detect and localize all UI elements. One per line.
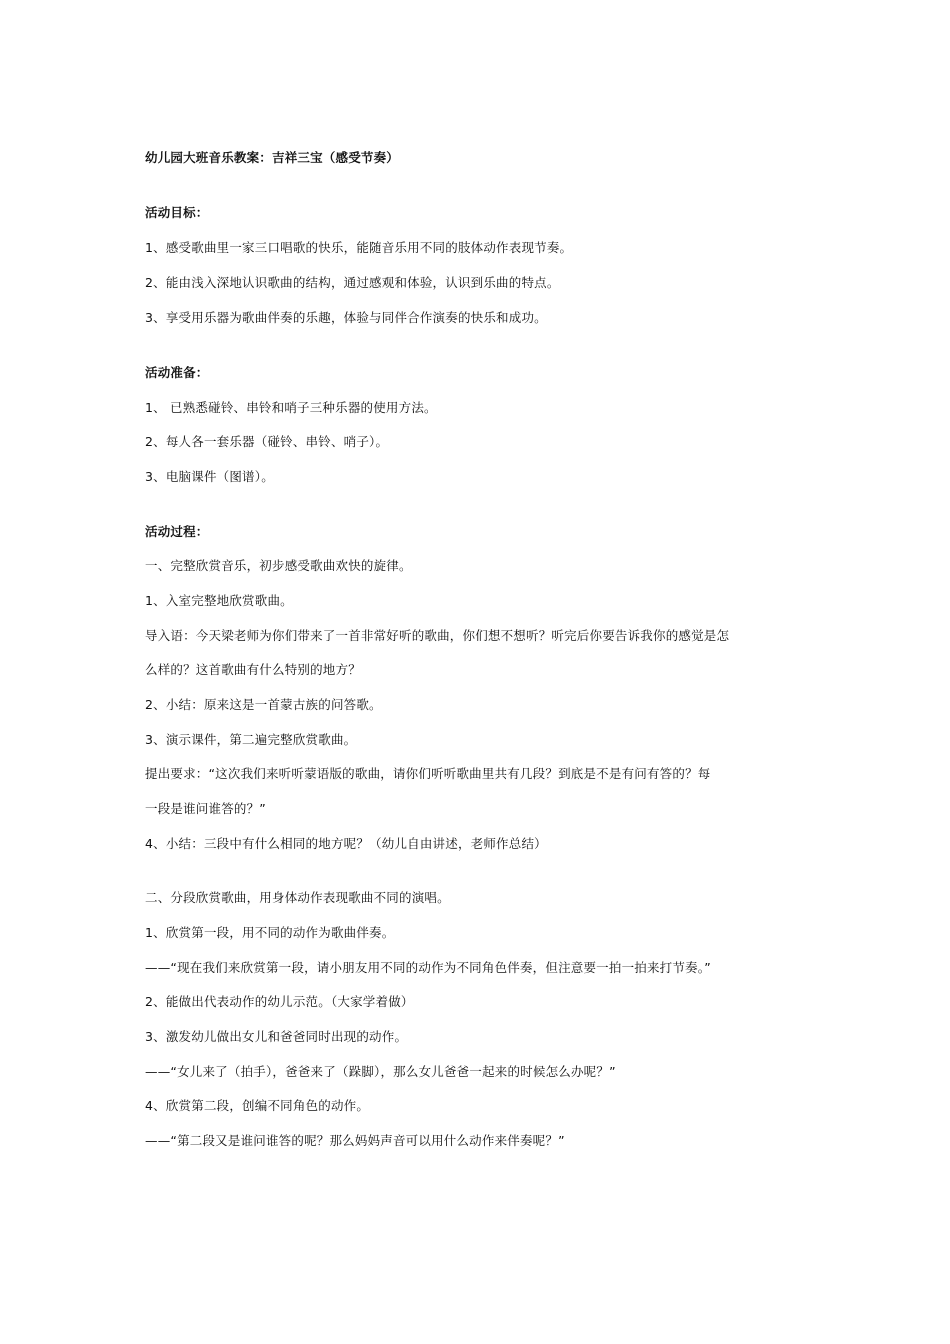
process-heading: 活动过程： — [145, 524, 209, 539]
goal-item: 1、感受歌曲里一家三口唱歌的快乐，能随音乐用不同的肢体动作表现节奏。 — [145, 240, 573, 255]
process-line: ——“第二段又是谁问谁答的呢？那么妈妈声音可以用什么动作来伴奏呢？” — [145, 1133, 565, 1148]
process-line: 一、完整欣赏音乐，初步感受歌曲欢快的旋律。 — [145, 558, 412, 573]
process-line: 一段是谁问谁答的？” — [145, 801, 266, 816]
process-line: 3、激发幼儿做出女儿和爸爸同时出现的动作。 — [145, 1029, 408, 1044]
process-line: 3、演示课件，第二遍完整欣赏歌曲。 — [145, 732, 357, 747]
process-line: 4、小结：三段中有什么相同的地方呢？（幼儿自由讲述，老师作总结） — [145, 836, 547, 851]
goal-item: 2、能由浅入深地认识歌曲的结构，通过感观和体验，认识到乐曲的特点。 — [145, 275, 560, 290]
process-line: 么样的？这首歌曲有什么特别的地方？ — [145, 662, 361, 677]
preparation-item: 1、 已熟悉碰铃、串铃和哨子三种乐器的使用方法。 — [145, 400, 437, 415]
process-line: 二、分段欣赏歌曲，用身体动作表现歌曲不同的演唱。 — [145, 890, 450, 905]
goal-item: 3、享受用乐器为歌曲伴奏的乐趣，体验与同伴合作演奏的快乐和成功。 — [145, 310, 547, 325]
process-line: 1、欣赏第一段，用不同的动作为歌曲伴奏。 — [145, 925, 395, 940]
preparation-item: 2、每人各一套乐器（碰铃、串铃、哨子）。 — [145, 434, 389, 449]
process-line: 提出要求：“这次我们来听听蒙语版的歌曲，请你们听听歌曲里共有几段？到底是不是有问有答的？每 — [145, 766, 711, 781]
process-line: ——“现在我们来欣赏第一段，请小朋友用不同的动作为不同角色伴奏，但注意要一拍一拍来打节奏。” — [145, 960, 711, 975]
process-line: 1、入室完整地欣赏歌曲。 — [145, 593, 293, 608]
preparation-heading: 活动准备： — [145, 365, 209, 380]
process-line: 4、欣赏第二段，创编不同角色的动作。 — [145, 1098, 370, 1113]
process-line: 2、小结：原来这是一首蒙古族的问答歌。 — [145, 697, 382, 712]
process-line: ——“女儿来了（拍手），爸爸来了（跺脚），那么女儿爸爸一起来的时候怎么办呢？” — [145, 1064, 616, 1079]
preparation-item: 3、电脑课件（图谱）。 — [145, 469, 274, 484]
process-line: 2、能做出代表动作的幼儿示范。（大家学着做） — [145, 994, 414, 1009]
page-title: 幼儿园大班音乐教案：吉祥三宝（感受节奏） — [145, 150, 400, 165]
process-line: 导入语：今天梁老师为你们带来了一首非常好听的歌曲，你们想不想听？听完后你要告诉我你的感觉是怎 — [145, 628, 730, 643]
goals-heading: 活动目标： — [145, 205, 209, 220]
